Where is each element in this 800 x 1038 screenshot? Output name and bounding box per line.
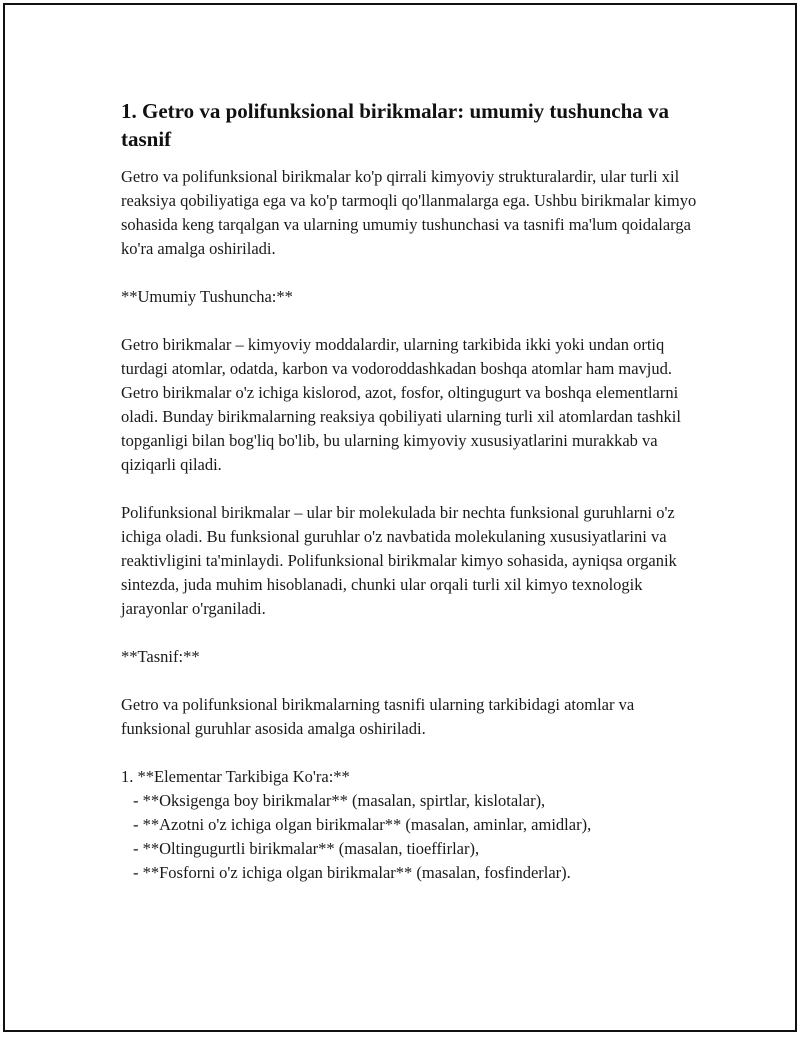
list-heading: 1. **Elementar Tarkibiga Ko'ra:** bbox=[121, 767, 350, 786]
list-item-fosfor: - **Fosforni o'z ichiga olgan birikmalar** (masalan, fosfinderlar). bbox=[133, 863, 571, 882]
list-item-oltingugurt: - **Oltingugurtli birikmalar** (masalan, tioeffirlar), bbox=[133, 839, 480, 858]
tasnif-paragraph: Getro va polifunksional birikmalarning tasnifi ularning tarkibidagi atomlar va funksional guruhlar asosida amalga oshiriladi. bbox=[121, 695, 635, 738]
umumiy-tushuncha-title: **Umumiy Tushuncha:** bbox=[121, 287, 293, 306]
polifunksional-paragraph: Polifunksional birikmalar – ular bir molekulada bir nechta funksional guruhlarni o'z ichiga oladi. Bu funksional guruhlar o'z navbatida molekulaning xususiyatlarini va reaktivligini ta'minlaydi. Polifunksional birikmalar kimyo sohasida, ayniqsa organik sintezda, juda muhim hisoblanadi, chunki ular orqali turli xil kimyo texnologik jarayonlar o'rganiladi. bbox=[121, 503, 677, 618]
tasnif-title: **Tasnif:** bbox=[121, 647, 200, 666]
intro-paragraph: Getro va polifunksional birikmalar ko'p qirrali kimyoviy strukturalardir, ular turli xil reaksiya qobiliyatiga ega va ko'p tarmoqli qo'llanmalarga ega. Ushbu birikmalar kimyo sohasida keng tarqalgan va ularning umumiy tushunchasi va tasnifi ma'lum qoidalarga ko'ra amalga oshiriladi. bbox=[121, 167, 697, 258]
getro-paragraph: Getro birikmalar – kimyoviy moddalardir, ularning tarkibida ikki yoki undan ortiq turdagi atomlar, odatda, karbon va vodoroddashkadan boshqa atomlar ham mavjud. Getro birikmalar o'z ichiga kislorod, azot, fosfor, oltingugurt va boshqa elementlarni oladi. Bunday birikmalarning reaksiya qobiliyati ularning turli xil atomlardan tashkil topganligi bilan bog'liq bo'lib, bu ularning kimyoviy xususiyatlarini murakkab va qiziqarli qiladi. bbox=[121, 335, 681, 474]
document-body bbox=[121, 97, 701, 885]
section-heading: 1. Getro va polifunksional birikmalar: umumiy tushuncha va tasnif bbox=[121, 99, 670, 151]
document-page bbox=[3, 3, 797, 1032]
list-item-azot: - **Azotni o'z ichiga olgan birikmalar** (masalan, aminlar, amidlar), bbox=[133, 815, 592, 834]
list-item-oksigen: - **Oksigenga boy birikmalar** (masalan, spirtlar, kislotalar), bbox=[133, 791, 546, 810]
